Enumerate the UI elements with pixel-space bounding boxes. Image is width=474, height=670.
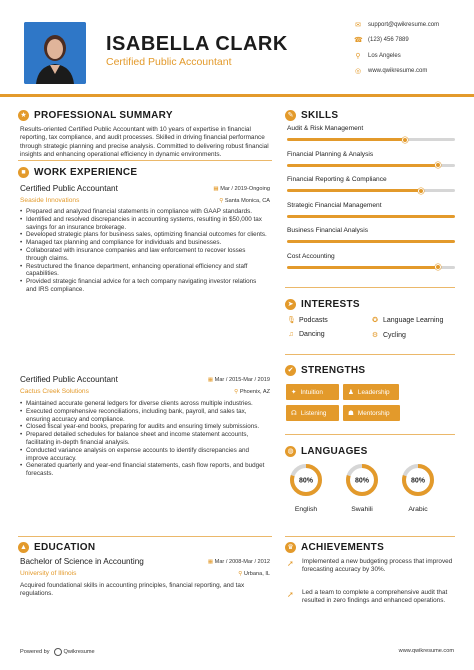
interests-divider <box>285 354 455 355</box>
list-item: • Generated quarterly and year-end financial statements, cash flow reports, and budget forecasts. <box>20 462 268 478</box>
rocket-icon: ➚ <box>287 559 294 568</box>
degree-title: Bachelor of Science in Accounting <box>20 557 144 566</box>
job-dates: ▦ Mar / 2019-Ongoing <box>213 186 270 192</box>
strengths-divider <box>285 434 455 435</box>
education-dates: ▦ Mar / 2008-Mar / 2012 <box>207 559 270 565</box>
language-progress-ring <box>401 463 435 497</box>
experience-heading: ■ WORK EXPERIENCE <box>18 167 137 178</box>
achievement-item: Led a team to complete a comprehensive audit that resulted in zero findings and enhanced operations. <box>302 589 448 605</box>
contact-email[interactable]: ✉ support@qwikresume.com <box>355 21 440 29</box>
dancing-icon: ♫ <box>288 331 294 338</box>
contact-website[interactable]: ◎ www.qwikresume.com <box>354 68 428 76</box>
skill-label: Business Financial Analysis <box>287 227 368 234</box>
job-title: Certified Public Accountant <box>20 375 118 384</box>
calendar-icon: ▦ <box>207 377 215 383</box>
globe-icon: ◍ <box>285 446 296 457</box>
strength-listening: ☊ Listening <box>286 405 339 421</box>
skills-heading: ✎ SKILLS <box>285 110 338 121</box>
location-pin-icon: ⚲ <box>219 198 225 204</box>
language-percent: 80% <box>410 477 426 485</box>
leadership-icon: ♟ <box>348 389 354 396</box>
calendar-icon: ▦ <box>213 186 221 192</box>
location-pin-icon: ⚲ <box>238 571 244 577</box>
skill-bar-track <box>405 138 455 141</box>
list-item: • Executed comprehensive reconciliations, including bank, payroll, and sales tax, ensuring accuracy and compliance. <box>20 408 268 424</box>
education-heading: ▲ EDUCATION <box>18 542 95 553</box>
achievements-heading: ♛ ACHIEVEMENTS <box>285 542 384 553</box>
list-item: • Prepared and analyzed financial statements in compliance with GAAP standards. <box>20 208 268 216</box>
interest-language-learning: ✪ Language Learning <box>372 316 444 324</box>
skill-level-knob <box>435 264 441 270</box>
strength-intuition: ✦ Intuition <box>286 384 339 400</box>
graduation-cap-icon: ▲ <box>18 542 29 553</box>
achievement-item: Implemented a new budgeting process that improved forecasting accuracy by 30%. <box>302 558 453 574</box>
list-item: • Restructured the finance department, enhancing operational efficiency and staff capabilities. <box>20 263 268 279</box>
list-item: • Closed fiscal year-end books, preparing for audits and ensuring timely submissions. <box>20 423 268 431</box>
phone-icon: ☎ <box>354 37 363 45</box>
list-item: • Conducted variance analysis on expense accounts to identify discrepancies and improve accuracy. <box>20 447 268 463</box>
list-item: • Prepared detailed schedules for balance sheet and income statement accounts, facilitating in-depth financial analysis. <box>20 431 268 447</box>
qwikresume-logo-icon <box>54 648 62 656</box>
briefcase-icon: ■ <box>18 167 29 178</box>
list-item: • Collaborated with insurance companies and law enforcement to recover losses through claims. <box>20 247 268 263</box>
job-bullets <box>20 208 268 294</box>
language-name: Swahili <box>351 506 373 513</box>
summary-text: Results-oriented Certified Public Accountant with 10 years of expertise in financial reporting, tax compliance, and audit processes. Skilled in driving financial performance through strategic planning and precise analysis. Committed to delivering robust financial insights and enhancing operational efficiency in dynamic environments. <box>20 126 269 159</box>
skill-bar-fill <box>287 266 438 269</box>
list-item: • Managed tax planning and compliance for individuals and businesses. <box>20 239 268 247</box>
job-bullets <box>20 400 268 478</box>
interest-cycling: ⚙ Cycling <box>371 331 406 339</box>
summary-divider <box>18 160 272 161</box>
languages-heading: ◍ LANGUAGES <box>285 446 368 457</box>
skill-label: Financial Planning & Analysis <box>287 150 374 158</box>
skill-bar-fill <box>287 215 455 218</box>
mentorship-icon: ☗ <box>348 410 354 417</box>
skill-bar-track <box>421 189 455 192</box>
job-title: Certified Public Accountant <box>20 184 118 193</box>
skill-label: Strategic Financial Management <box>287 201 382 209</box>
skill-level-knob <box>418 188 424 194</box>
skills-icon: ✎ <box>285 110 296 121</box>
footer <box>0 641 474 661</box>
rocket-icon: ➚ <box>287 590 294 599</box>
job-company: Seaside Innovations <box>20 197 80 204</box>
list-item: • Provided strategic financial advice for a tech company navigating investor relations and IRS compliance. <box>20 278 268 294</box>
job-company: Cactus Creek Solutions <box>20 388 89 395</box>
language-percent: 80% <box>298 477 314 485</box>
education-location: ⚲ Urbana, IL <box>238 571 270 577</box>
intuition-icon: ✦ <box>291 389 297 396</box>
contact-info <box>354 17 472 79</box>
school-name: University of Illinois <box>20 570 77 577</box>
education-text: Acquired foundational skills in accounting principles, financial reporting, and tax regulations. <box>20 582 245 598</box>
footer-brand-link[interactable]: Qwikresume <box>63 649 95 655</box>
skill-label: Financial Reporting & Compliance <box>287 176 387 183</box>
job-location: ⚲ Santa Monica, CA <box>219 198 270 204</box>
calendar-icon: ▦ <box>207 559 215 565</box>
summary-heading: ★ PROFESSIONAL SUMMARY <box>18 110 173 121</box>
header-divider <box>0 94 474 97</box>
listening-icon: ☊ <box>291 410 297 417</box>
list-item: • Maintained accurate general ledgers for diverse clients across multiple industries. <box>20 400 268 408</box>
footer-url[interactable]: www.qwikresume.com <box>398 648 454 654</box>
podcast-icon: 🎙 <box>287 317 296 324</box>
contact-location: ⚲ Los Angeles <box>355 52 401 60</box>
list-item: • Identified and resolved discrepancies in accounting systems, resulting in $50,000 tax savings for an insurance brokerage. <box>20 216 268 232</box>
profile-photo <box>24 22 86 84</box>
languages-divider <box>285 536 455 537</box>
strengths-icon: ✔ <box>285 365 296 376</box>
list-item: • Developed strategic plans for business sales, optimizing financial outcomes for clients. <box>20 231 268 239</box>
job-location: ⚲ Phoenix, AZ <box>234 389 270 395</box>
skill-bar-fill <box>287 138 405 141</box>
contact-phone: ☎ (123) 456 7889 <box>354 37 409 45</box>
interests-heading: ➤ INTERESTS <box>285 299 360 310</box>
interest-podcasts: 🎙 Podcasts <box>287 316 328 324</box>
skills-divider <box>285 287 455 288</box>
skill-bar-fill <box>287 189 421 192</box>
language-name: Arabic <box>408 506 428 513</box>
language-icon: ✪ <box>372 317 378 324</box>
skill-level-knob <box>435 162 441 168</box>
candidate-role: Certified Public Accountant <box>106 56 232 68</box>
skill-bar-fill <box>287 240 455 243</box>
skill-level-knob <box>402 137 408 143</box>
web-icon: ◎ <box>354 68 362 76</box>
language-percent: 80% <box>354 477 370 485</box>
language-progress-ring <box>289 463 323 497</box>
skill-bar-fill <box>287 164 438 167</box>
candidate-name: ISABELLA CLARK <box>106 33 288 55</box>
job-dates: ▦ Mar / 2015-Mar / 2019 <box>207 377 270 383</box>
location-pin-icon: ⚲ <box>234 389 240 395</box>
skill-label: Audit & Risk Management <box>287 125 364 132</box>
summary-icon: ★ <box>18 110 29 121</box>
cycling-icon: ⚙ <box>371 332 379 339</box>
language-progress-ring <box>345 463 379 497</box>
experience-divider <box>18 536 272 537</box>
language-name: English <box>294 506 318 513</box>
footer-branding: Powered by Qwikresume <box>20 649 95 655</box>
interest-dancing: ♫ Dancing <box>288 331 325 338</box>
strengths-heading: ✔ STRENGTHS <box>285 365 365 376</box>
interests-icon: ➤ <box>285 299 296 310</box>
skill-label: Cost Accounting <box>287 252 335 260</box>
trophy-icon: ♛ <box>285 542 296 553</box>
location-icon: ⚲ <box>355 52 361 60</box>
strength-mentorship: ☗ Mentorship <box>343 405 400 421</box>
email-icon: ✉ <box>355 21 361 29</box>
strength-leadership: ♟ Leadership <box>343 384 399 400</box>
